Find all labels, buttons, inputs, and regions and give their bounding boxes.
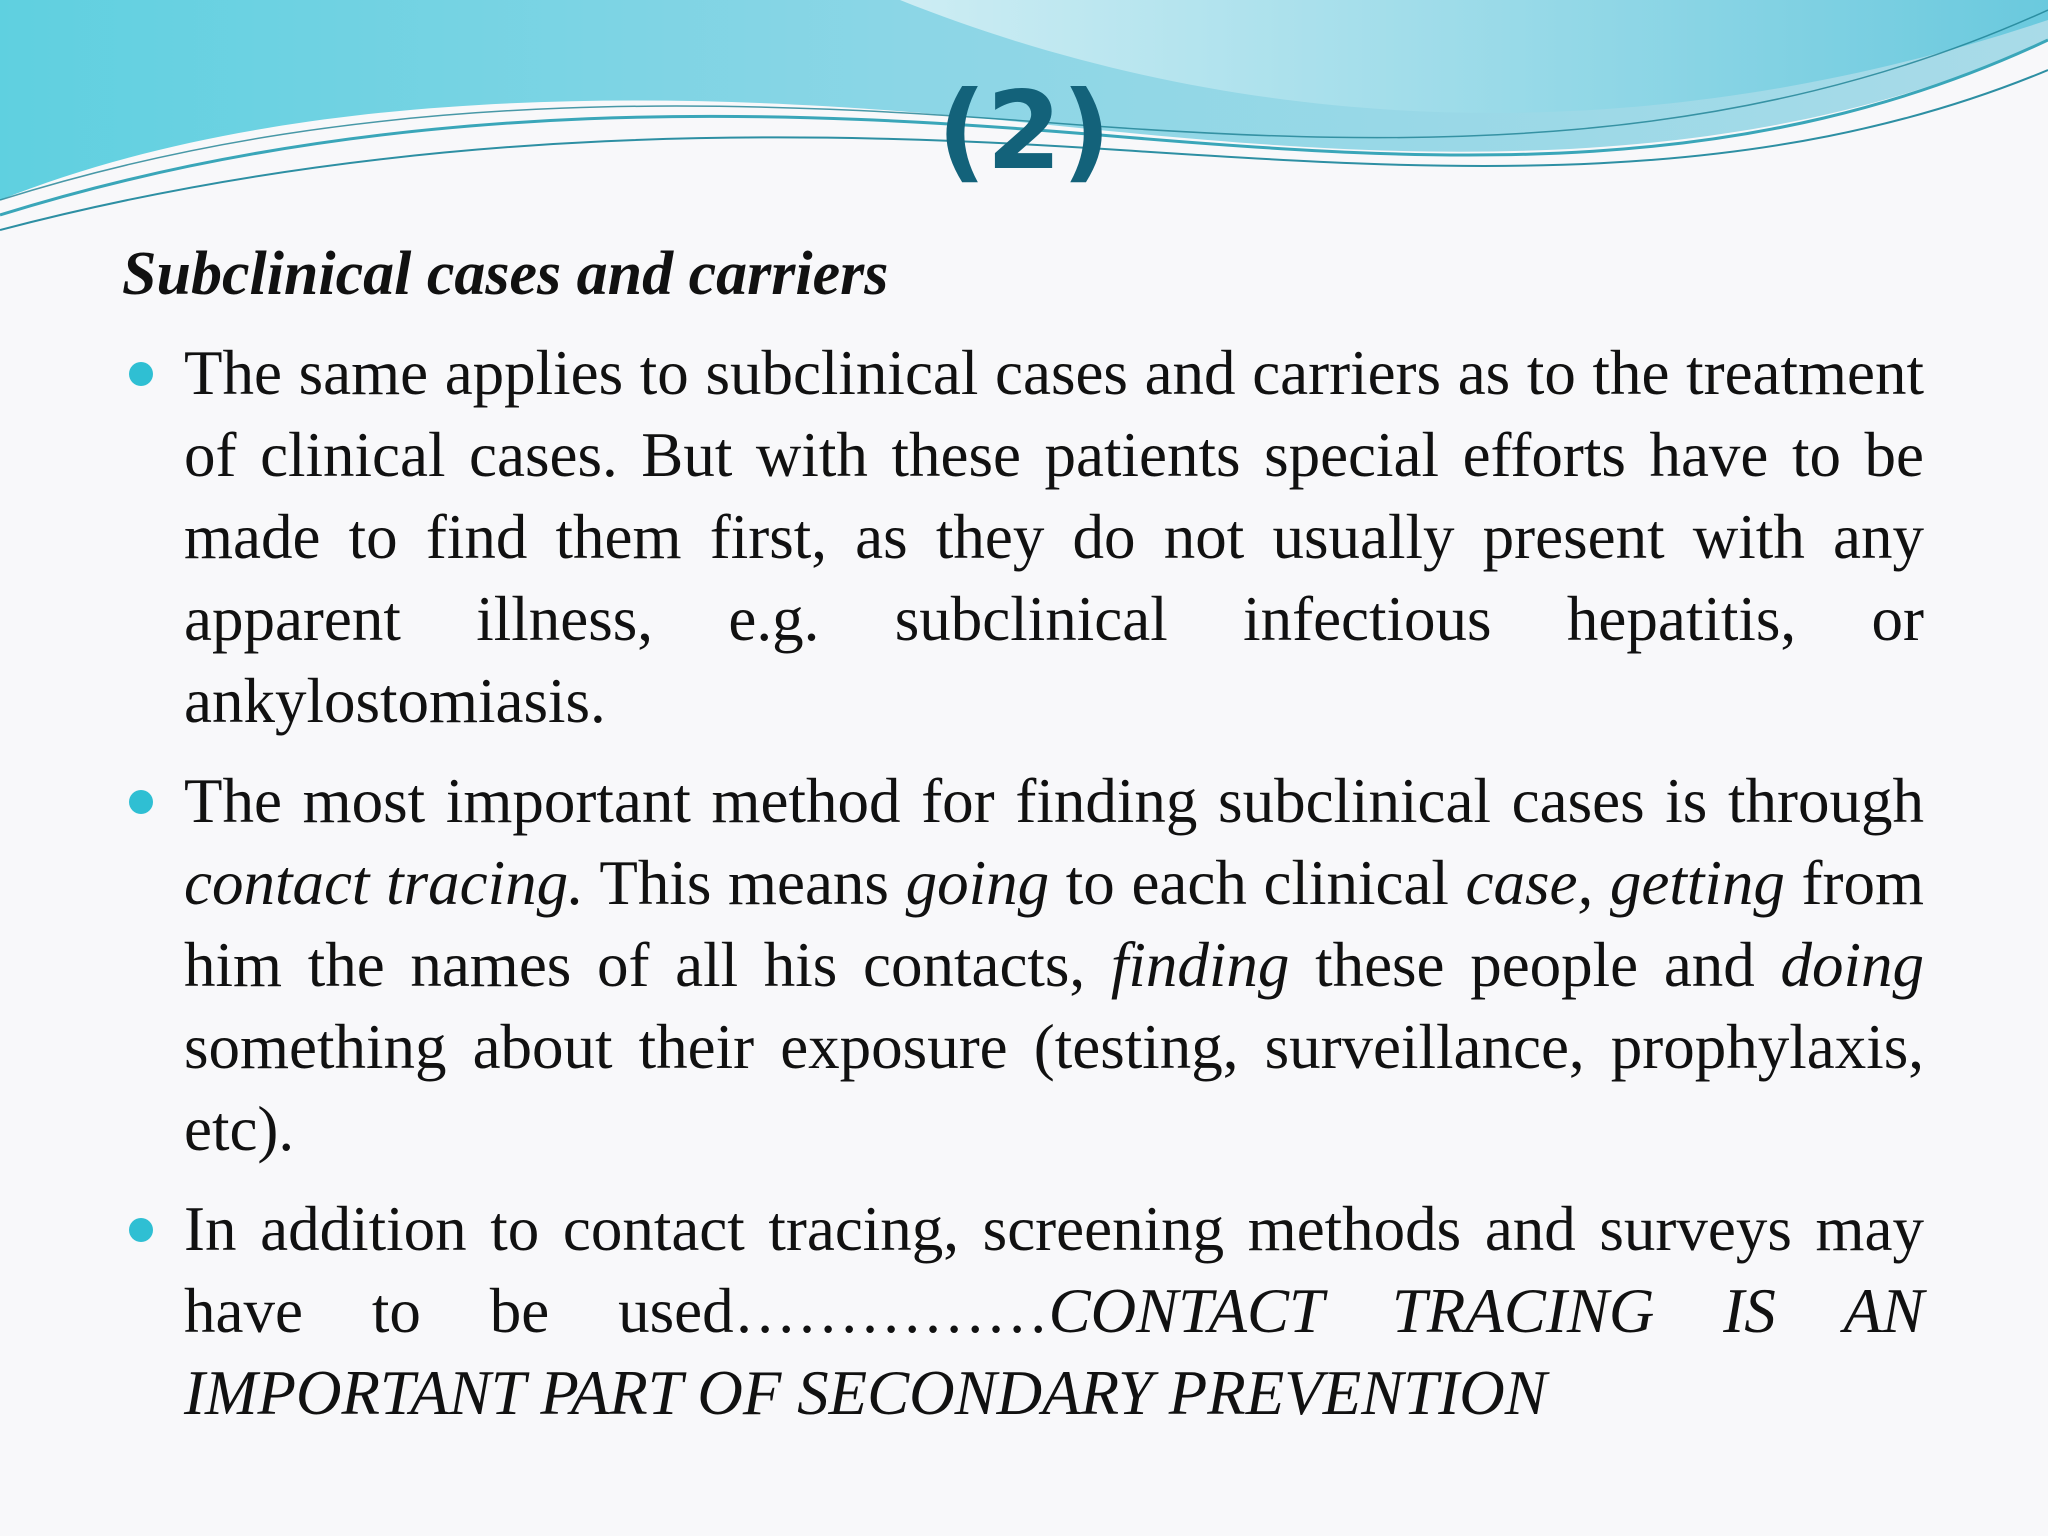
emphasis-text: CONTACT TRACING IS AN IMPORTANT PART OF SECONDARY PREVENTION [184,1276,1925,1428]
bullet-text: The same applies to subclinical cases and carriers as to the treatment of clinical cases. But with these patients special efforts have to be made to find them first, as they do not usually present with any apparent illness, e.g. subclinical infectious hepatitis, or ankylostomiasis. [184,338,1924,736]
bullet-dot-icon [129,362,153,386]
bullet-dot-icon [129,1218,153,1242]
bullet-item-2 [184,760,1924,1170]
emphasis-text: contact tracing. [184,848,584,918]
bullet-dot-icon [129,790,153,814]
bullet-item-1 [184,332,1924,742]
slide-title: (2) [937,69,1111,194]
bullet-text-part: This means [583,848,906,918]
bullet-item-3 [184,1188,1924,1434]
bullet-text-part: to each clinical [1049,848,1466,918]
emphasis-text: going [905,848,1050,918]
bullet-text-part: these people and [1289,930,1781,1000]
emphasis-text: doing [1780,930,1924,1000]
bullet-text-part: something about their exposure (testing, surveillance, prophylaxis, etc). [184,1012,1924,1164]
bullet-list [184,332,1924,1452]
emphasis-text: case, getting [1465,848,1785,918]
bullet-text-part: In addition to contact tracing, screening methods and surveys may have to be used…………… [184,1194,1924,1346]
emphasis-text: finding [1110,930,1290,1000]
bullet-text-part: The most important method for finding subclinical cases is through [184,766,1924,836]
section-subtitle: Subclinical cases and carriers [122,240,889,308]
bullet-text-part: from him the names of all his contacts, [184,848,1924,1000]
